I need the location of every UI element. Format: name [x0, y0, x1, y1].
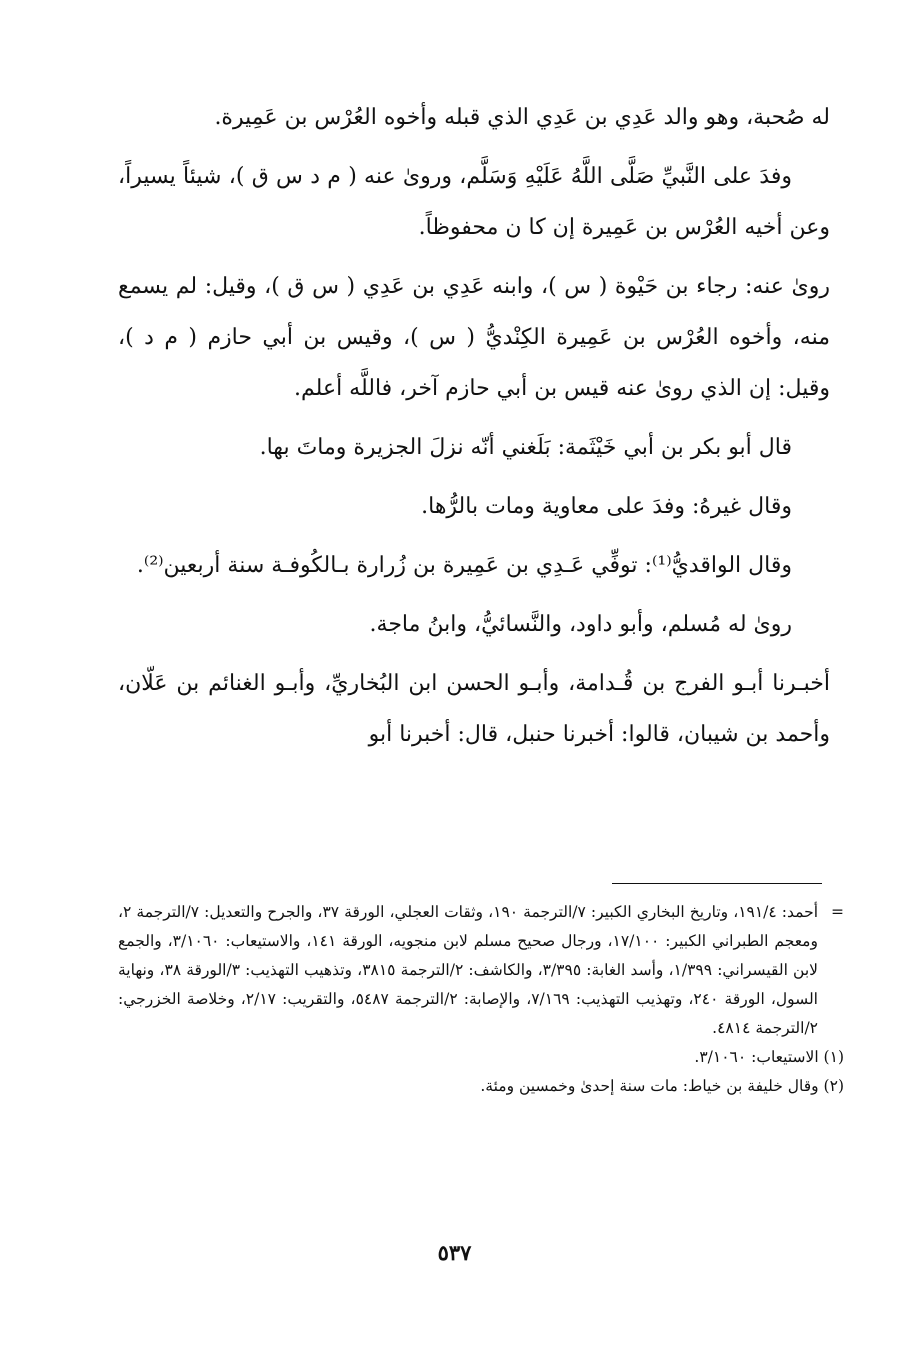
footnote-continuation-text: أحمد: ١٩١/٤، وتاريخ البخاري الكبير: ٧/الترجمة ١٩٠، وثقات العجلي، الورقة ٣٧، والجرح والتعديل: ٧/الترجمة ٢، ومعجم الطبراني الكبير: ١٧/١٠٠، ورجال صحيح مسلم لابن منجويه، الورقة ١٤١، والاستيعاب: ٣/١٠٦٠، والجمع لابن القيسراني: ١/٣٩٩، وأسد الغابة: ٣/٣٩٥، والكاشف: ٢/الترجمة ٣٨١٥، وتذهيب التهذيب: ٣/الورقة ٣٨، ونهاية السول، الورقة ٢٤٠، وتهذيب التهذيب: ٧/١٦٩، والإصابة: ٢/الترجمة ٥٤٨٧، والتقريب: ٢/١٧، وخلاصة الخزرجي: ٢/الترجمة ٤٨١٤. [118, 903, 819, 1037]
paragraph-8: أخبـرنا أبـو الفرج بن قُـدامة، وأبـو الحسن ابن البُخاريِّ، وأبـو الغنائم بن عَلّان، وأحمد بن شيبان، قالوا: أخبرنا حنبل، قال: أخبرنا أبو [118, 671, 830, 747]
main-text [118, 92, 830, 768]
paragraph-3: روىٰ عنه: رجاء بن حَيْوة ( س )، وابنه عَدِي بن عَدِي ( س ق )، وقيل: لم يسمع منه، وأخوه العُرْس بن عَمِيرة الكِنْديُّ ( س )، وقيس بن أبي حازم ( م د )، وقيل: إن الذي روىٰ عنه قيس بن أبي حازم آخر، فاللَّه أعلم. [118, 274, 830, 401]
paragraph-6: وقال الواقديُّ⁽¹⁾: توفِّي عَـدِي بن عَمِيرة بن زُرارة بـالكُوفـة سنة أربعين⁽²⁾. [136, 553, 792, 578]
continuation-marker: = [831, 903, 844, 921]
footnote-2: (٢) وقال خليفة بن خياط: مات سنة إحدىٰ وخمسين ومئة. [480, 1077, 844, 1095]
paragraph-5: وقال غيرهُ: وفدَ على معاوية ومات بالرُّها. [421, 494, 792, 519]
paragraph-4: قال أبو بكر بن أبي خَيْثَمة: بَلَغني أنّه نزلَ الجزيرة وماتَ بها. [259, 435, 792, 460]
paragraph-1: له صُحبة، وهو والد عَدِي بن عَدِي الذي قبله وأخوه العُرْس بن عَمِيرة. [214, 105, 830, 130]
footnote-continuation [118, 898, 844, 1043]
footnotes [118, 898, 844, 1101]
footnote-separator [612, 883, 822, 884]
page-number: ٥٣٧ [437, 1240, 472, 1265]
paragraph-7: روىٰ له مُسلم، وأبو داود، والنَّسائيُّ، وابنُ ماجة. [369, 612, 792, 637]
paragraph-2: وفدَ على النَّبيِّ صَلَّى اللَّهُ عَلَيْهِ وَسَلَّم، وروىٰ عنه ( م د س ق )، شيئاً يسيراً، وعن أخيه العُرْس بن عَمِيرة إن كا ن محفوظاً. [118, 164, 830, 240]
footnote-1: (١) الاستيعاب: ٣/١٠٦٠. [694, 1048, 844, 1066]
